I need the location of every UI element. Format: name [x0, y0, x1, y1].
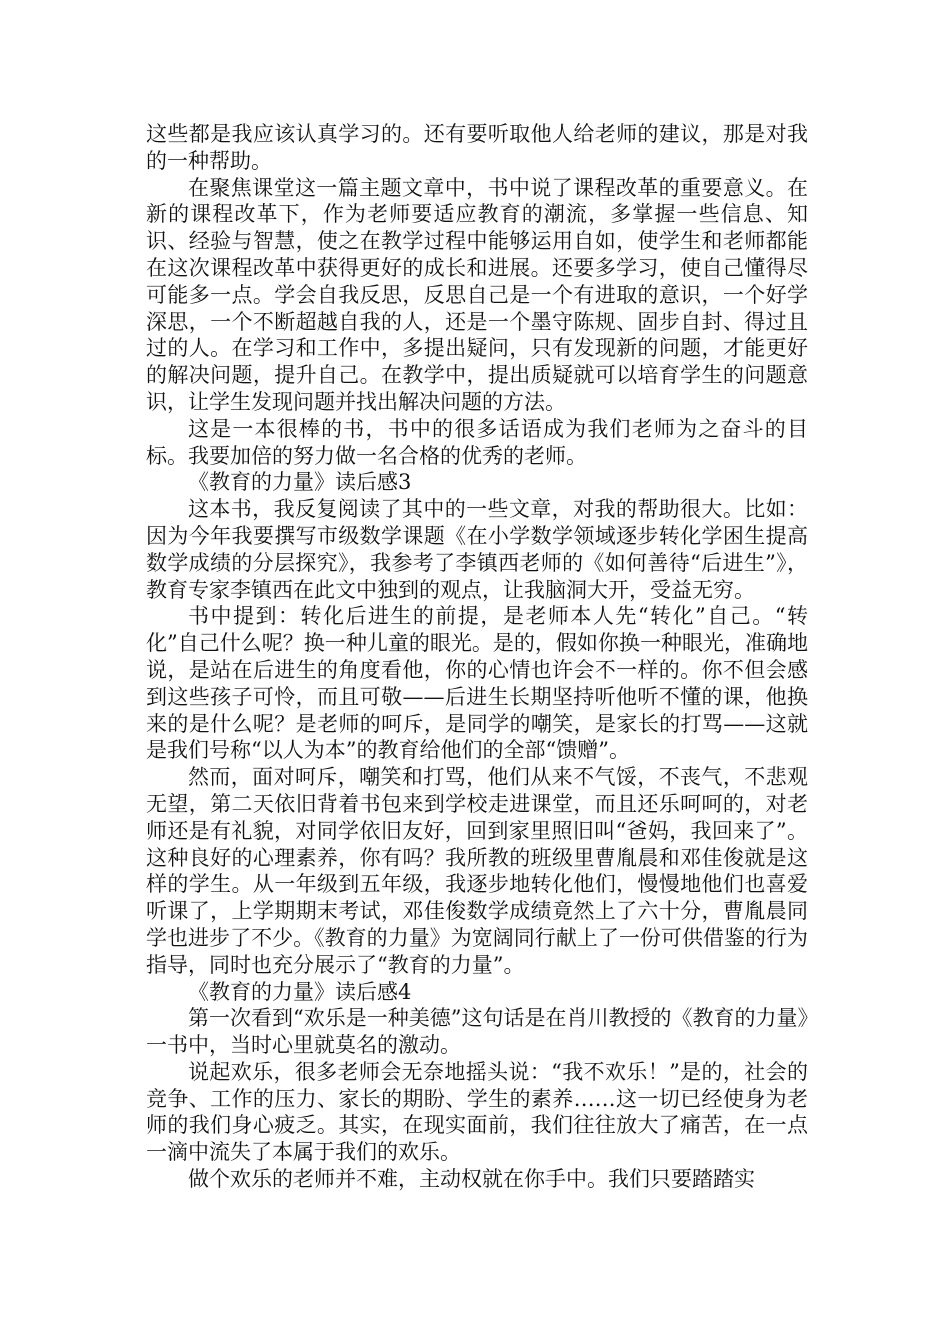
- paragraph: 书中提到：转化后进生的前提，是老师本人先“转化”自己。“转化”自己什么呢？换一种儿童的眼光。是的，假如你换一种眼光，准确地说，是站在后进生的角度看他，你的心情也许会不一样的。你不但会感到这些孩子可怜，而且可敬——后进生长期坚持听他听不懂的课，他换来的是什么呢？是老师的呵斥，是同学的嘲笑，是家长的打骂——这就是我们号称“以人为本”的教育给他们的全部“馈赠”。: [146, 604, 808, 763]
- paragraph: 这是一本很棒的书，书中的很多话语成为我们老师为之奋斗的目标。我要加倍的努力做一名合格的优秀的老师。: [146, 416, 808, 468]
- section-heading: 《教育的力量》读后感3: [188, 470, 412, 495]
- section-heading: 《教育的力量》读后感4: [188, 979, 412, 1004]
- paragraph: 第一次看到“欢乐是一种美德”这句话是在肖川教授的《教育的力量》一书中，当时心里就莫名的激动。: [146, 1006, 808, 1058]
- paragraph: 说起欢乐，很多老师会无奈地摇头说：“我不欢乐！”是的，社会的竞争、工作的压力、家长的期盼、学生的素养……这一切已经使身为老师的我们身心疲乏。其实，在现实面前，我们往往放大了痛苦，在一点一滴中流失了本属于我们的欢乐。: [146, 1059, 808, 1165]
- paragraph: 在聚焦课堂这一篇主题文章中，书中说了课程改革的重要意义。在新的课程改革下，作为老师要适应教育的潮流，多掌握一些信息、知识、经验与智慧，使之在教学过程中能够运用自如，使学生和老师都能在这次课程改革中获得更好的成长和进展。还要多学习，使自己懂得尽可能多一点。学会自我反思，反思自己是一个有进取的意识，一个好学深思，一个不断超越自我的人，还是一个墨守陈规、固步自封、得过且过的人。在学习和工作中，多提出疑问，只有发现新的问题，才能更好的解决问题，提升自己。在教学中，提出质疑就可以培育学生的问题意识，让学生发现问题并找出解决问题的方法。: [146, 175, 808, 414]
- document-body: [146, 121, 808, 1193]
- paragraph: 做个欢乐的老师并不难，主动权就在你手中。我们只要踏踏实: [188, 1167, 755, 1192]
- paragraph: 这些都是我应该认真学习的。还有要听取他人给老师的建议，那是对我的一种帮助。: [146, 122, 808, 173]
- paragraph: 然而，面对呵斥，嘲笑和打骂，他们从来不气馁，不丧气，不悲观无望，第二天依旧背着书包来到学校走进课堂，而且还乐呵呵的，对老师还是有礼貌，对同学依旧友好，回到家里照旧叫“爸妈，我回来了”。这种良好的心理素养，你有吗？我所教的班级里曹胤晨和邓佳俊就是这样的学生。从一年级到五年级，我逐步地转化他们，慢慢地他们也喜爱听课了，上学期期末考试，邓佳俊数学成绩竟然上了六十分，曹胤晨同学也进步了不少。《教育的力量》为宽阔同行献上了一份可供借鉴的行为指导，同时也充分展示了“教育的力量”。: [146, 765, 808, 977]
- paragraph: 这本书，我反复阅读了其中的一些文章，对我的帮助很大。比如：因为今年我要撰写市级数学课题《在小学数学领域逐步转化学困生提高数学成绩的分层探究》，我参考了李镇西老师的《如何善待“后进生”》，教育专家李镇西在此文中独到的观点，让我脑洞大开，受益无穷。: [146, 497, 808, 602]
